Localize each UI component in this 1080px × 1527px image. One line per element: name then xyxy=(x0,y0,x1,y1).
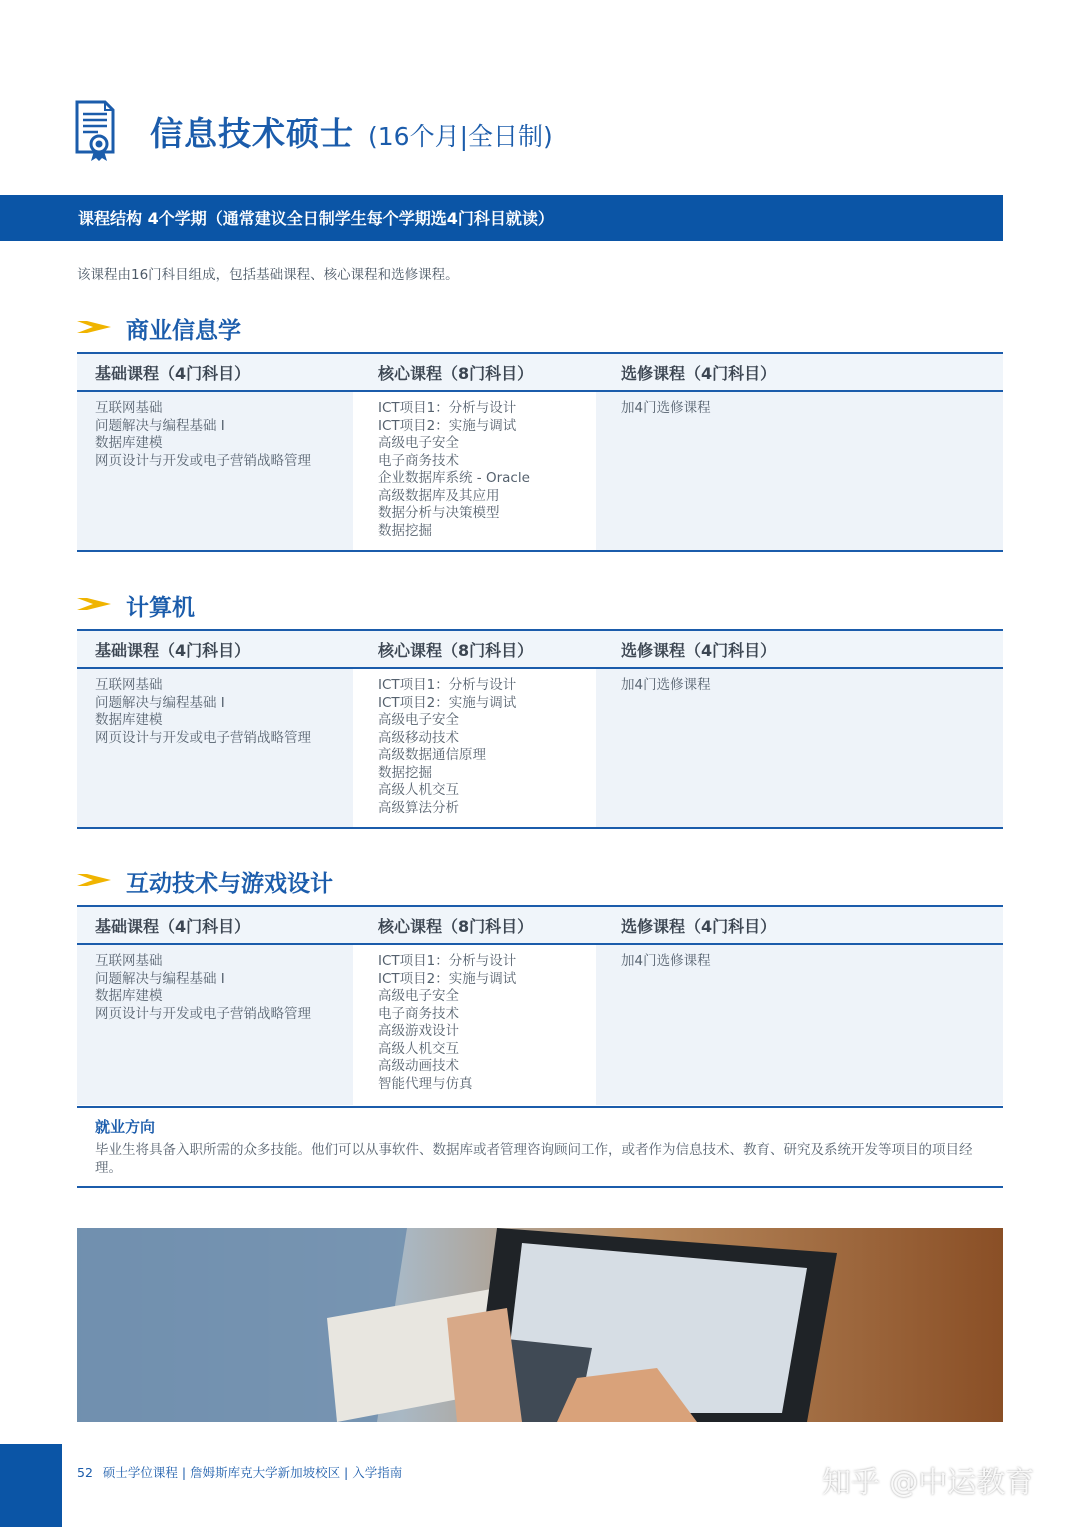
list-item: 高级数据库及其应用 xyxy=(378,487,500,504)
list-item: ICT项目2：实施与调试 xyxy=(378,694,517,711)
page-number: 52 xyxy=(77,1465,93,1480)
page-title xyxy=(150,108,553,155)
section-title: 计算机 xyxy=(126,595,195,621)
list-item: 高级动画技术 xyxy=(378,1058,459,1074)
column-header-foundation: 基础课程（4门科目） xyxy=(95,641,251,660)
career-title: 就业方向 xyxy=(95,1118,156,1136)
list-item: 问题解决与编程基础 I xyxy=(95,970,225,987)
list-item: 高级电子安全 xyxy=(378,435,459,451)
list-item: 数据库建模 xyxy=(95,712,163,728)
banner-text: 课程结构 4个学期（通常建议全日制学生每个学期选4门科目就读） xyxy=(78,209,554,228)
list-item: 问题解决与编程基础 I xyxy=(95,417,225,434)
list-item: 加4门选修课程 xyxy=(621,400,711,416)
page-footer xyxy=(77,1463,402,1481)
column-header-core: 核心课程（8门科目） xyxy=(378,641,534,660)
table-body xyxy=(77,392,1003,552)
list-item: ICT项目2：实施与调试 xyxy=(378,970,517,987)
list-item: 加4门选修课程 xyxy=(621,953,711,969)
list-item: ICT项目2：实施与调试 xyxy=(378,417,517,434)
list-item: ICT项目1：分析与设计 xyxy=(378,400,517,416)
list-item: 高级数据通信原理 xyxy=(378,747,486,763)
column-header-core: 核心课程（8门科目） xyxy=(378,364,534,383)
list-item: 网页设计与开发或电子营销战略管理 xyxy=(95,1005,311,1022)
list-item: 企业数据库系统 - Oracle xyxy=(378,470,530,486)
foundation-course-list xyxy=(95,953,311,1023)
certificate-icon xyxy=(74,100,116,162)
list-item: 数据挖掘 xyxy=(378,764,432,781)
tablet-photo xyxy=(77,1228,1003,1422)
column-header-foundation: 基础课程（4门科目） xyxy=(95,917,251,936)
foundation-course-list xyxy=(95,400,311,470)
list-item: 高级算法分析 xyxy=(378,799,459,816)
career-text: 毕业生将具备入职所需的众多技能。他们可以从事软件、数据库或者管理咨询顾问工作，或者作为信息技术、教育、研究及系统开发等项目的项目经理。 xyxy=(95,1142,973,1176)
core-course-list xyxy=(378,677,516,817)
arrow-icon xyxy=(77,873,111,887)
list-item: 高级游戏设计 xyxy=(378,1023,459,1039)
section-title: 商业信息学 xyxy=(126,318,241,344)
section-header xyxy=(77,312,1003,348)
list-item: 高级电子安全 xyxy=(378,988,459,1004)
course-structure-banner xyxy=(0,195,1003,241)
arrow-icon xyxy=(77,320,111,334)
column-header-elective: 选修课程（4门科目） xyxy=(621,364,777,383)
table-header xyxy=(77,352,1003,392)
list-item: 高级人机交互 xyxy=(378,1040,459,1057)
footer-text: 硕士学位课程 | 詹姆斯库克大学新加坡校区 | 入学指南 xyxy=(102,1465,403,1480)
core-course-list xyxy=(378,953,516,1093)
list-item: 问题解决与编程基础 I xyxy=(95,694,225,711)
list-item: 电子商务技术 xyxy=(378,452,459,469)
list-item: 高级电子安全 xyxy=(378,712,459,728)
list-item: 数据库建模 xyxy=(95,988,163,1004)
section-header xyxy=(77,865,1003,901)
table-body xyxy=(77,945,1003,1105)
career-section xyxy=(77,1106,1003,1188)
list-item: 网页设计与开发或电子营销战略管理 xyxy=(95,729,311,746)
section-header xyxy=(77,589,1003,625)
elective-course-list xyxy=(621,400,711,418)
list-item: ICT项目1：分析与设计 xyxy=(378,953,517,969)
column-header-elective: 选修课程（4门科目） xyxy=(621,917,777,936)
list-item: 电子商务技术 xyxy=(378,1005,459,1022)
list-item: 数据挖掘 xyxy=(378,522,432,539)
table-header xyxy=(77,629,1003,669)
list-item: 数据库建模 xyxy=(95,435,163,451)
list-item: 高级人机交互 xyxy=(378,782,459,798)
column-header-foundation: 基础课程（4门科目） xyxy=(95,364,251,383)
title-subtitle: (16个月|全日制) xyxy=(368,122,553,151)
list-item: ICT项目1：分析与设计 xyxy=(378,677,517,693)
table-header xyxy=(77,905,1003,945)
list-item: 数据分析与决策模型 xyxy=(378,505,500,521)
list-item: 加4门选修课程 xyxy=(621,677,711,693)
list-item: 高级移动技术 xyxy=(378,729,459,746)
foundation-course-list xyxy=(95,677,311,747)
column-header-core: 核心课程（8门科目） xyxy=(378,917,534,936)
footer-accent-block xyxy=(0,1444,62,1527)
list-item: 互联网基础 xyxy=(95,400,163,416)
core-course-list xyxy=(378,400,530,540)
elective-course-list xyxy=(621,953,711,971)
column-header-elective: 选修课程（4门科目） xyxy=(621,641,777,660)
list-item: 互联网基础 xyxy=(95,677,163,693)
table-body xyxy=(77,669,1003,829)
list-item: 互联网基础 xyxy=(95,953,163,969)
section-title: 互动技术与游戏设计 xyxy=(126,871,333,897)
list-item: 智能代理与仿真 xyxy=(378,1075,473,1092)
title-main: 信息技术硕士 xyxy=(150,114,354,153)
arrow-icon xyxy=(77,597,111,611)
elective-course-list xyxy=(621,677,711,695)
intro-text: 该课程由16门科目组成，包括基础课程、核心课程和选修课程。 xyxy=(77,267,459,283)
list-item: 网页设计与开发或电子营销战略管理 xyxy=(95,452,311,469)
watermark: 知乎 @中运教育 xyxy=(822,1465,1035,1499)
